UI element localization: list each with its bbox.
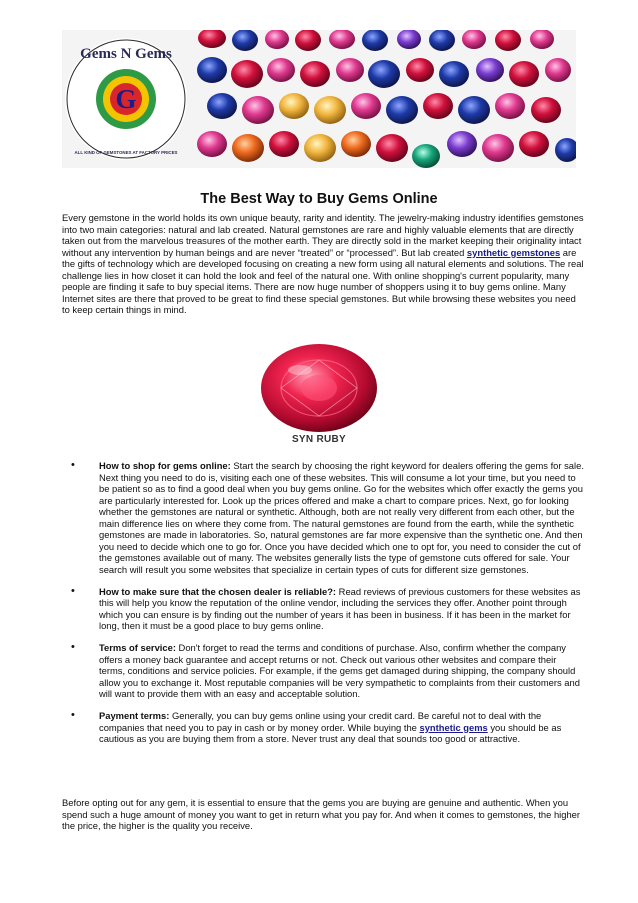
closing-paragraph: Before opting out for any gem, it is essential to ensure that the gems you are buying are genuine and authentic. When you spend such a huge amount of money you want to get in return what you pay for. And when it comes to gemstones, the higher the price, the higher is the quality you receive. (62, 797, 581, 831)
gems-n-gems-logo (65, 38, 187, 160)
article-title: The Best Way to Buy Gems Online (200, 191, 438, 207)
gemstones-banner-image (62, 30, 576, 168)
header-banner (62, 30, 576, 168)
synthetic-gems-link[interactable]: synthetic gems (419, 721, 488, 733)
bullet-heading: How to shop for gems online: (99, 460, 231, 471)
intro-text-2: are the gifts of technology which are developed focusing on creating a new form using all natural elements and solutions. The real challenge lies in how closet it can hold the look and feel of the natural one. With online shopping's current popularity, many people are finding it safe to buy special items. There are now huge number of shoppers using it to buy gems online. Many Internet sites are there that proved to be great to find these special gemstones. But while browsing these websites you need to keep certain things in mind. (62, 246, 584, 315)
bullet-icon: • (71, 641, 75, 653)
bullet-heading: How to make sure that the chosen dealer is reliable?: (99, 585, 337, 597)
list-item (62, 642, 584, 700)
bullet-icon: • (71, 459, 75, 471)
intro-paragraph (62, 212, 584, 316)
bullet-text-end: you should be as cautious as you are buying them from a store. Never trust any deal that sounds too good or attractive. (99, 721, 562, 744)
intro-text-1: Every gemstone in the world holds its own unique beauty, rarity and identity. The jewelry-making industry identifies gemstones into two main categories: natural and lab created. Natural gemstones are rare and highly valuable elements that are directly taken out from the marvelous treasures of the mother earth. They are directly sold in the market keeping their originality intact without any intervention by human beings and are never “treated” or “processed”. But lab created (62, 212, 584, 258)
bullet-heading: Payment terms: (99, 710, 170, 721)
syn-ruby-image (256, 340, 382, 444)
tips-list (62, 460, 584, 755)
synthetic-gemstones-link[interactable]: synthetic gemstones (466, 246, 561, 258)
bullet-icon: • (71, 709, 75, 721)
bullet-text: Generally, you can buy gems online using your credit card. Be careful not to deal with the companies that need you to pay in cash or by money order. While buying the (99, 710, 542, 733)
bullet-icon: • (71, 584, 75, 597)
bullet-heading: Terms of service: (99, 642, 176, 653)
logo-tagline: ALL KIND OF GEMSTONES AT FACTORY PRICES (74, 150, 178, 155)
bullet-text: Start the search by choosing the right keyword for dealers offering the gems for sale. Next thing you need to do is, visiting each one of these websites. This will consume a lot your time, but you need to be patient so as to find a good deal when you buy gems online. Go for the websites which offer exactly the gems you are particularly interested for. Look up the prices offered and make a chart to compare prices. Next, go for looking whether the gemstones are natural or synthetic. Although, both are not really very different from each other, but the main difference lies on where they come from. The natural gemstones are found from the earth, while the synthetic gemstones are made in laboratories. So, natural gemstones are far more expensive than the synthetic one. And then you need to decide which one to go for. Once you have decided which one to opt for, you need to consider the cut of the gemstones available out of many. The websites generally lists the type of gemstone cuts offered for sale. Your search will result you some websites that specialize in certain types of cuts for different size gemstones. (99, 460, 584, 575)
list-item (62, 586, 584, 632)
image-caption: SYN RUBY (291, 434, 347, 445)
logo-brand-text: Gems N Gems (80, 46, 172, 62)
bullet-text: Read reviews of previous customers for these websites as this will help you know the reputation of the online vendor, including the services they offer. Another point through which you can ensure is by finding out the number of years it has been in business. If it has been in the market for long, then it must be a good place to buy gems online. (99, 585, 581, 631)
list-item (62, 710, 584, 745)
list-item (62, 460, 584, 575)
logo-center-letter: G (115, 84, 137, 114)
bullet-text: Don't forget to read the terms and conditions of purchase. Also, confirm whether the company offers a money back guarantee and accept returns or not. Check out various other websites and compare their terms, conditions and service policies. For example, if the gems get damaged during shipping, the company should allow you to exchange it. Most reputable companies will be very sympathetic to complaints from their customers and will want to provide them with an easy and acceptable solution. (99, 642, 580, 699)
